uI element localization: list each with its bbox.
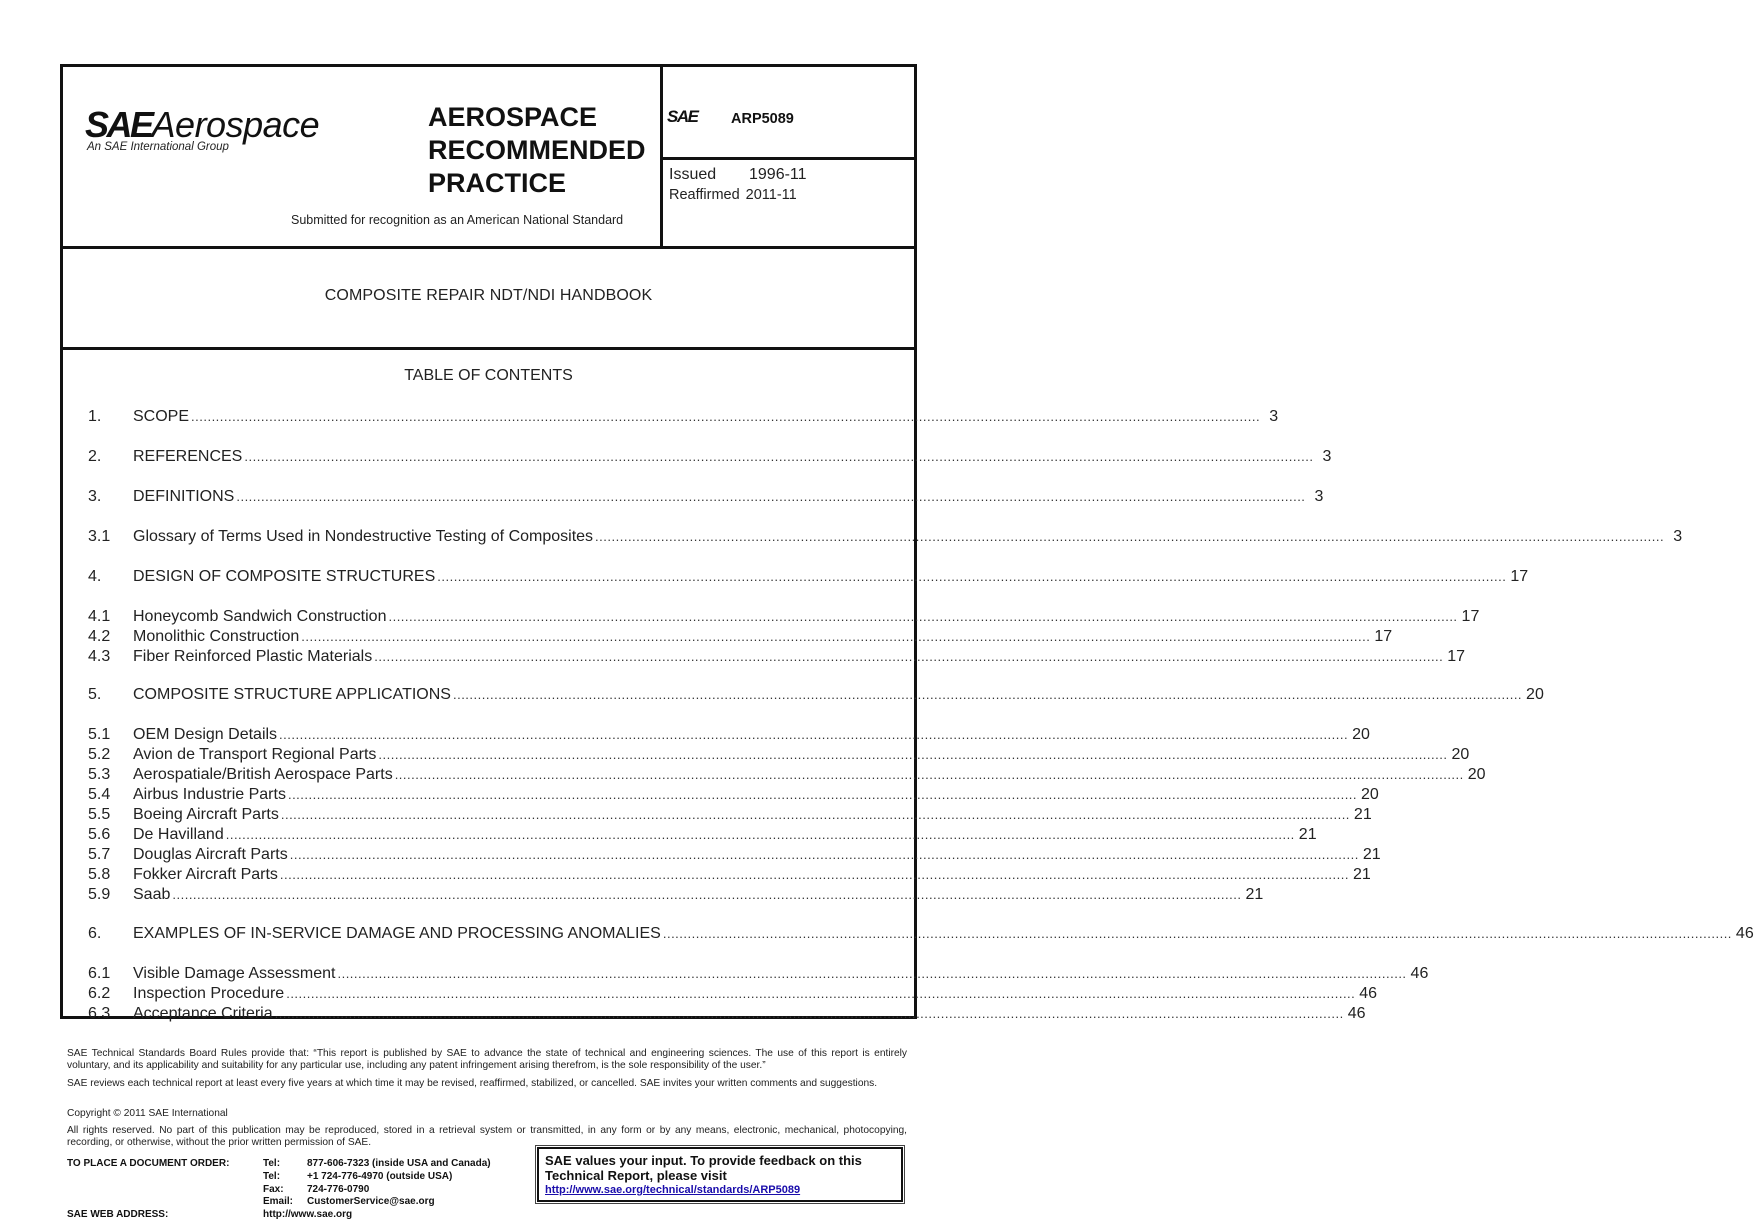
toc-entry-page: 21 [1353, 806, 1372, 823]
document-type-line: PRACTICE [428, 168, 567, 198]
toc-entry-page: 3 [1673, 528, 1683, 545]
toc-entry-page: 17 [1447, 648, 1466, 665]
toc-entry-title: Inspection Procedure [133, 985, 285, 1002]
rights-paragraph: All rights reserved. No part of this publication may be reproduced, stored in a retrieval system or transmitted, in any form or by any means, electronic, mechanical, photocopying, recording, or otherwise, without the prior written permission of SAE. [67, 1125, 907, 1148]
contact-value: +1 724-776-4970 (outside USA) [307, 1171, 453, 1182]
toc-entry-line [133, 488, 1324, 506]
toc-entry-number: 6.2 [88, 985, 111, 1002]
toc-entry [88, 985, 1378, 1005]
toc-entry-page: 46 [1735, 925, 1754, 942]
toc-dot-leader: .................................................................................................................................................................................................................................................................... [286, 986, 1356, 1001]
document-type [428, 101, 646, 200]
toc-entry-line [133, 448, 1332, 466]
toc-entry-title: Monolithic Construction [133, 628, 300, 645]
toc-dot-leader: .................................................................................................................................................................................................................................................................... [279, 867, 1349, 882]
toc-entry-title: Glossary of Terms Used in Nondestructive Testing of Composites [133, 528, 594, 545]
toc-entry [88, 925, 1754, 945]
copyright-line: Copyright © 2011 SAE International [67, 1108, 228, 1119]
toc-entry-line [133, 726, 1370, 744]
toc-entry-page: 17 [1374, 628, 1393, 645]
toc-entry-title: EXAMPLES OF IN-SERVICE DAMAGE AND PROCESSING ANOMALIES [133, 925, 661, 942]
toc-entry-page: 46 [1410, 965, 1429, 982]
toc-dot-leader: .................................................................................................................................................................................................................................................................... [289, 847, 1359, 862]
toc-entry-line [133, 686, 1544, 704]
document-type-line: RECOMMENDED [428, 135, 646, 165]
toc-dot-leader: .................................................................................................................................................................................................................................................................... [191, 409, 1261, 424]
toc-heading: TABLE OF CONTENTS [404, 367, 573, 384]
toc-entry-title: DESIGN OF COMPOSITE STRUCTURES [133, 568, 436, 585]
toc-entry-number: 3. [88, 488, 102, 505]
toc-entry-number: 5.9 [88, 886, 111, 903]
toc-entry-page: 21 [1298, 826, 1317, 843]
toc-entry-line [133, 648, 1466, 666]
toc-entry-number: 6.3 [88, 1005, 111, 1022]
toc-entry-title: Douglas Aircraft Parts [133, 846, 288, 863]
toc-entry-page: 17 [1461, 608, 1480, 625]
toc-entry-page: 20 [1467, 766, 1486, 783]
toc-entry [88, 786, 1379, 806]
toc-entry-number: 4. [88, 568, 102, 585]
number-box-divider [663, 157, 917, 160]
toc-entry-page: 21 [1362, 846, 1381, 863]
toc-entry-title: Avion de Transport Regional Parts [133, 746, 377, 763]
toc-dot-leader: .................................................................................................................................................................................................................................................................... [374, 649, 1444, 664]
toc-dot-leader: .................................................................................................................................................................................................................................................................... [437, 569, 1507, 584]
toc-dot-leader: .................................................................................................................................................................................................................................................................... [394, 767, 1464, 782]
document-title: COMPOSITE REPAIR NDT/NDI HANDBOOK [324, 287, 653, 304]
toc-dot-leader: .................................................................................................................................................................................................................................................................... [280, 807, 1350, 822]
toc-entry-line [133, 746, 1470, 764]
toc-dot-leader: .................................................................................................................................................................................................................................................................... [279, 727, 1349, 742]
toc-entry-number: 5.6 [88, 826, 111, 843]
toc-entry-line [133, 826, 1317, 844]
toc-entry [88, 1005, 1366, 1025]
toc-entry-number: 4.2 [88, 628, 111, 645]
toc-entry-line [133, 886, 1264, 904]
toc-entry-number: 6.1 [88, 965, 111, 982]
reaffirmed-line [669, 187, 797, 203]
contact-key: Email: [263, 1196, 294, 1207]
toc-entry-number: 6. [88, 925, 102, 942]
toc-entry-page: 17 [1510, 568, 1529, 585]
toc-entry-line [133, 846, 1381, 864]
toc-dot-leader: .................................................................................................................................................................................................................................................................... [452, 687, 1523, 702]
toc-entry-number: 1. [88, 408, 102, 425]
toc-entry-number: 5.1 [88, 726, 111, 743]
web-label: SAE WEB ADDRESS: [67, 1209, 169, 1220]
toc-entry-number: 5.3 [88, 766, 111, 783]
toc-entry [88, 608, 1480, 628]
toc-dot-leader: .................................................................................................................................................................................................................................................................... [388, 609, 1458, 624]
reaffirmed-label: Reaffirmed [669, 187, 740, 203]
toc-entry [88, 806, 1372, 826]
toc-entry-number: 5.2 [88, 746, 111, 763]
sae-aerospace-logo [85, 104, 320, 153]
toc-entry-page: 46 [1347, 1005, 1366, 1022]
toc-dot-leader: .................................................................................................................................................................................................................................................................... [225, 827, 1295, 842]
submitted-note: Submitted for recognition as an American National Standard [291, 213, 624, 227]
toc-entry-line [133, 608, 1480, 626]
toc-entry-page: 3 [1322, 448, 1332, 465]
contact-key: Tel: [263, 1158, 281, 1169]
toc-entry-page: 20 [1526, 686, 1544, 703]
contact-line [263, 1170, 452, 1183]
issued-label: Issued [669, 166, 717, 183]
toc-entry-title: Boeing Aircraft Parts [133, 806, 279, 823]
toc-entry-page: 46 [1359, 985, 1378, 1002]
toc-entry-number: 4.1 [88, 608, 111, 625]
toc-entry-line [133, 408, 1279, 426]
toc-entry-line [133, 866, 1371, 884]
toc-entry-line [133, 766, 1486, 784]
toc-entry-line [133, 786, 1379, 804]
toc-entry-number: 5.4 [88, 786, 111, 803]
toc-entry [88, 568, 1529, 588]
toc-entry [88, 686, 1544, 706]
toc-entry-line [133, 528, 1683, 546]
logo-aerospace-text: Aerospace [151, 104, 320, 145]
title-divider [63, 347, 914, 350]
rules-paragraph: SAE Technical Standards Board Rules provide that: “This report is published by SAE to advance the state of technical and engineering sciences. The use of this report is entirely voluntary, and its applicability and suitability for any particular use, including any patent infringement arising therefrom, is the sole responsibility of the user.” [67, 1048, 907, 1071]
toc-entry [88, 528, 1683, 548]
toc-entry-title: Aerospatiale/British Aerospace Parts [133, 766, 393, 783]
toc-entry [88, 628, 1393, 648]
toc-entry-number: 5. [88, 686, 102, 703]
toc-entry-title: Airbus Industrie Parts [133, 786, 286, 803]
toc-entry-title: Acceptance Criteria [133, 1005, 273, 1022]
toc-dot-leader: .................................................................................................................................................................................................................................................................... [244, 449, 1314, 464]
contact-value: CustomerService@sae.org [307, 1196, 435, 1207]
toc-entry [88, 866, 1371, 886]
header-divider-horizontal [63, 246, 914, 249]
review-paragraph: SAE reviews each technical report at least every five years at which time it may be revised, reaffirmed, stabilized, or cancelled. SAE invites your written comments and suggestions. [67, 1078, 878, 1089]
contact-line [263, 1157, 491, 1170]
toc-dot-leader: .................................................................................................................................................................................................................................................................... [378, 747, 1448, 762]
toc-dot-leader: .................................................................................................................................................................................................................................................................... [301, 629, 1371, 644]
toc-entry-line [133, 568, 1529, 586]
toc-entry-title: OEM Design Details [133, 726, 278, 743]
contact-key: Fax: [263, 1184, 284, 1195]
contact-value: 724-776-0790 [307, 1184, 370, 1195]
toc-entry-number: 3.1 [88, 528, 111, 545]
toc-dot-leader: .................................................................................................................................................................................................................................................................... [337, 966, 1407, 981]
toc-dot-leader: .................................................................................................................................................................................................................................................................... [287, 787, 1358, 802]
toc-entry [88, 886, 1264, 906]
web-address-link[interactable]: http://www.sae.org [263, 1209, 353, 1220]
toc-entry [88, 726, 1370, 746]
toc-entry [88, 846, 1381, 866]
toc-entry-line [133, 628, 1393, 646]
reaffirmed-date: 2011-11 [745, 187, 797, 203]
toc-entry [88, 965, 1429, 985]
feedback-text: SAE values your input. To provide feedback on this Technical Report, please visit [545, 1153, 862, 1183]
toc-entry-title: DEFINITIONS [133, 488, 235, 505]
logo-sae-mark: SAE [85, 104, 152, 145]
toc-entry-page: 20 [1451, 746, 1470, 763]
contact-value: 877-606-7323 (inside USA and Canada) [307, 1158, 491, 1169]
toc-entry [88, 448, 1332, 468]
toc-dot-leader: .................................................................................................................................................................................................................................................................... [236, 489, 1306, 504]
toc-entry-title: Visible Damage Assessment [133, 965, 336, 982]
document-number: ARP5089 [731, 111, 794, 127]
toc-entry-number: 2. [88, 448, 102, 465]
toc-entry-page: 20 [1361, 786, 1379, 803]
toc-entry-line [133, 925, 1754, 943]
number-box-sae-mark: SAE [667, 107, 698, 126]
toc-entry-title: SCOPE [133, 408, 190, 425]
toc-entry-title: Honeycomb Sandwich Construction [133, 608, 387, 625]
toc-dot-leader: .................................................................................................................................................................................................................................................................... [662, 926, 1732, 941]
toc-entry-line [133, 965, 1429, 983]
toc-entry [88, 746, 1470, 766]
toc-dot-leader: .................................................................................................................................................................................................................................................................... [595, 529, 1665, 544]
toc-entry-title: Fokker Aircraft Parts [133, 866, 278, 883]
toc-entry [88, 766, 1486, 786]
order-label: TO PLACE A DOCUMENT ORDER: [67, 1158, 230, 1169]
toc-entry [88, 408, 1279, 428]
contact-key: Tel: [263, 1171, 281, 1182]
logo-subtitle: An SAE International Group [87, 141, 229, 153]
toc-entry-title: De Havilland [133, 826, 224, 843]
toc-dot-leader: .................................................................................................................................................................................................................................................................... [274, 1006, 1344, 1021]
toc-dot-leader: .................................................................................................................................................................................................................................................................... [172, 887, 1242, 902]
toc-entry-title: REFERENCES [133, 448, 243, 465]
toc-entry-title: COMPOSITE STRUCTURE APPLICATIONS [133, 686, 451, 703]
toc-entry-line [133, 806, 1372, 824]
issued-line [669, 166, 807, 184]
toc-entry [88, 488, 1324, 508]
toc-entry [88, 648, 1466, 668]
toc-entry-number: 5.5 [88, 806, 111, 823]
toc-entry-title: Fiber Reinforced Plastic Materials [133, 648, 373, 665]
toc-entry-number: 4.3 [88, 648, 111, 665]
document-type-line: AEROSPACE [428, 102, 598, 132]
toc-entry-number: 5.8 [88, 866, 111, 883]
toc-entry [88, 826, 1317, 846]
feedback-link[interactable]: http://www.sae.org/technical/standards/ARP5089 [545, 1184, 801, 1196]
contact-line [263, 1195, 435, 1208]
toc-entry-page: 21 [1245, 886, 1264, 903]
feedback-box [537, 1147, 903, 1202]
toc-entry-page: 3 [1314, 488, 1324, 505]
toc-entry-number: 5.7 [88, 846, 111, 863]
toc-entry-page: 21 [1353, 866, 1371, 883]
toc-entry-line [133, 985, 1378, 1003]
toc-entry-page: 20 [1352, 726, 1370, 743]
toc-entry-page: 3 [1269, 408, 1279, 425]
toc-entry-title: Saab [133, 886, 171, 903]
toc-entry-line [133, 1005, 1366, 1023]
issued-date: 1996-11 [749, 166, 807, 183]
